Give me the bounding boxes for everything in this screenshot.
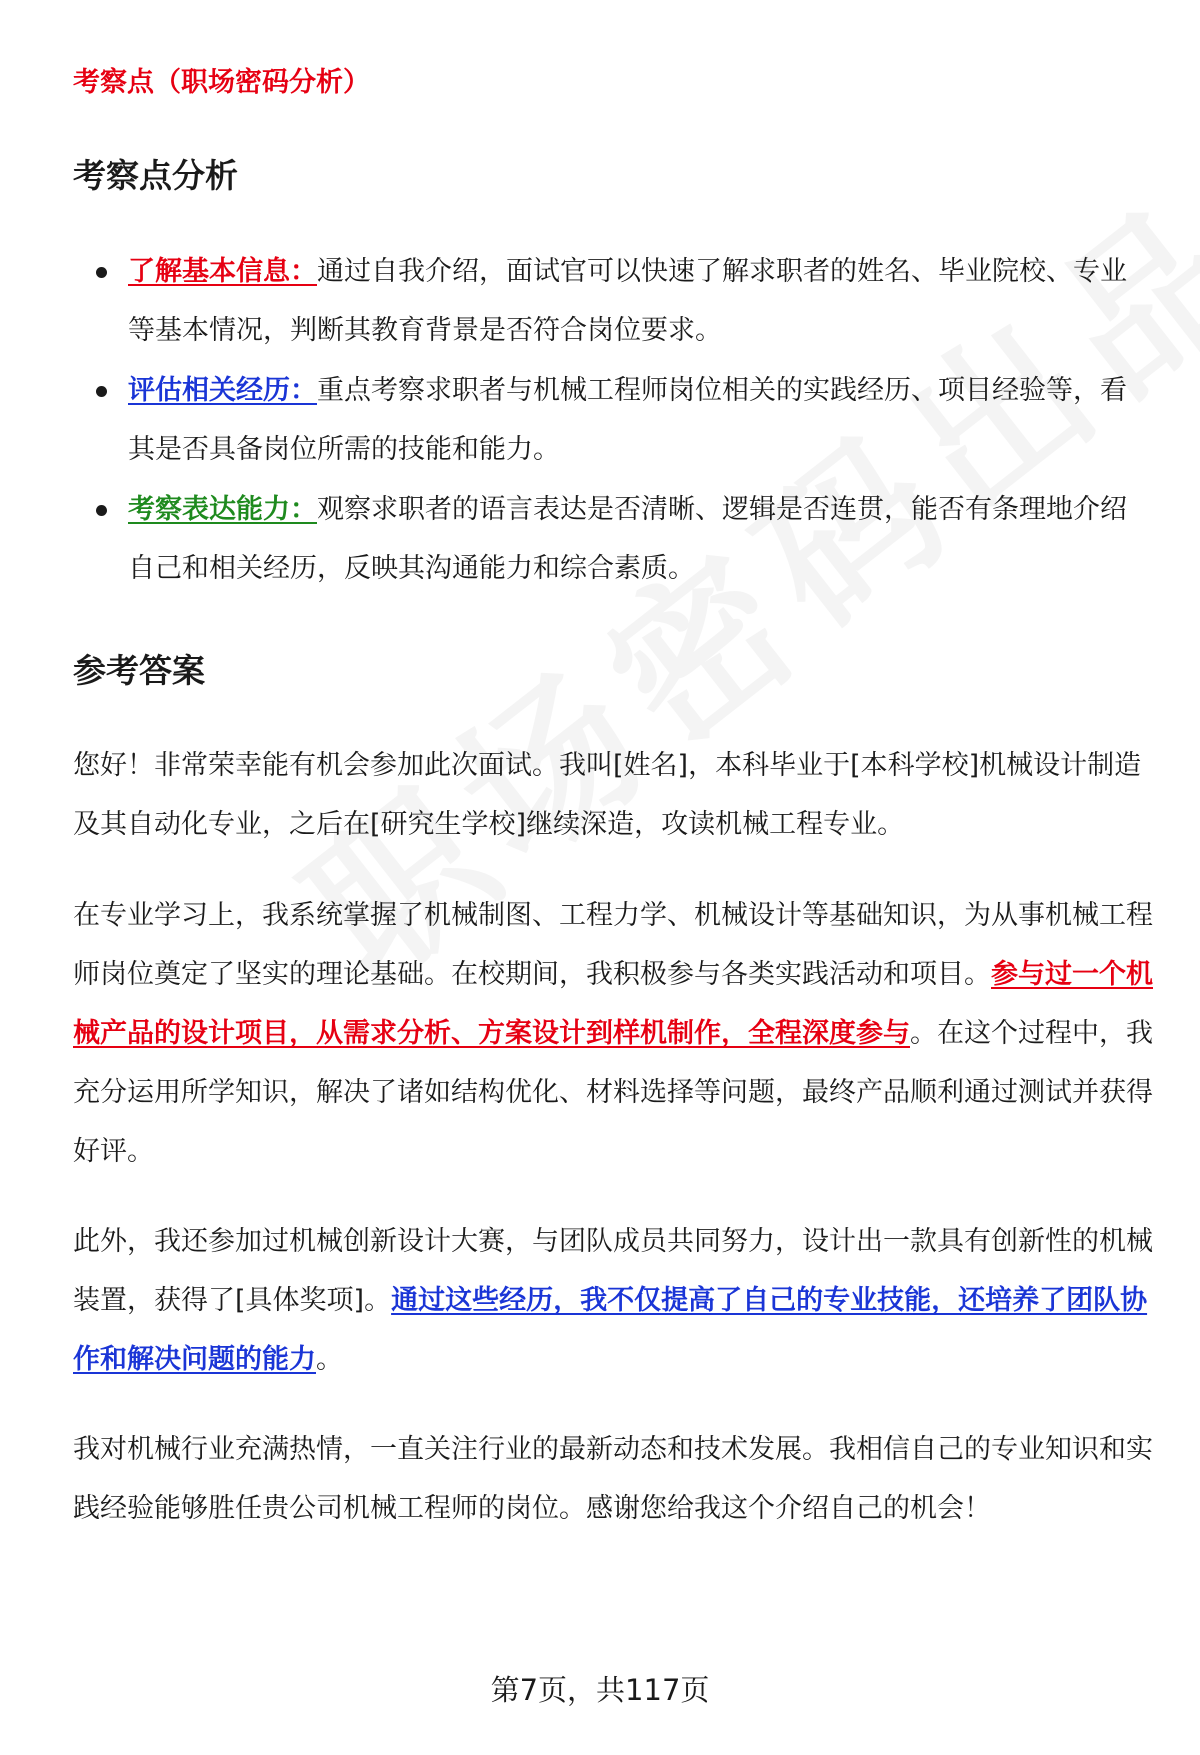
item-label: 评估相关经历： <box>128 375 317 406</box>
bullet-icon <box>96 267 107 278</box>
answer-paragraph <box>73 886 1158 1181</box>
answer-paragraph: 您好！非常荣幸能有机会参加此次面试。我叫[姓名]，本科毕业于[本科学校]机械设计制造及其自动化专业，之后在[研究生学校]继续深造，攻读机械工程专业。 <box>73 750 1142 840</box>
paragraph-text: 。 <box>316 1344 343 1375</box>
analysis-heading: 考察点分析 <box>73 156 238 195</box>
paragraph-text: 。在这个过程中，我充分运用所学知识，解决了诸如结构优化、材料选择等问题，最终产品顺利通过测试并获得好评。 <box>73 1018 1153 1167</box>
highlighted-text: 通过这些经历，我不仅提高了自己的专业技能，还培养了团队协作和解决问题的能力 <box>73 1285 1148 1375</box>
list-item <box>73 361 1153 479</box>
analysis-list <box>73 242 1153 599</box>
list-item <box>73 242 1153 360</box>
list-item <box>73 480 1153 598</box>
item-text: 观察求职者的语言表达是否清晰、逻辑是否连贯，能否有条理地介绍自己和相关经历，反映其沟通能力和综合素质。 <box>128 494 1127 584</box>
bullet-icon <box>96 386 107 397</box>
item-label: 考察表达能力： <box>128 494 317 525</box>
paragraph-text: 此外，我还参加过机械创新设计大赛，与团队成员共同努力，设计出一款具有创新性的机械装置，获得了[具体奖项]。 <box>73 1226 1153 1316</box>
page-number: 第7页，共117页 <box>490 1673 710 1707</box>
section-label: 考察点（职场密码分析） <box>73 67 370 98</box>
answer-paragraph: 我对机械行业充满热情，一直关注行业的最新动态和技术发展。我相信自己的专业知识和实践经验能够胜任贵公司机械工程师的岗位。感谢您给我这个介绍自己的机会！ <box>73 1434 1153 1524</box>
item-label: 了解基本信息： <box>128 256 317 287</box>
paragraph-text: 在专业学习上，我系统掌握了机械制图、工程力学、机械设计等基础知识，为从事机械工程师岗位奠定了坚实的理论基础。在校期间，我积极参与各类实践活动和项目。 <box>73 900 1153 990</box>
highlighted-text: 参与过一个机械产品的设计项目，从需求分析、方案设计到样机制作，全程深度参与 <box>73 959 1153 1049</box>
answer-paragraph <box>73 1212 1158 1389</box>
answer-heading: 参考答案 <box>73 651 205 690</box>
item-text: 重点考察求职者与机械工程师岗位相关的实践经历、项目经验等，看其是否具备岗位所需的技能和能力。 <box>128 375 1127 465</box>
item-text: 通过自我介绍，面试官可以快速了解求职者的姓名、毕业院校、专业等基本情况，判断其教育背景是否符合岗位要求。 <box>128 256 1127 346</box>
bullet-icon <box>96 505 107 516</box>
